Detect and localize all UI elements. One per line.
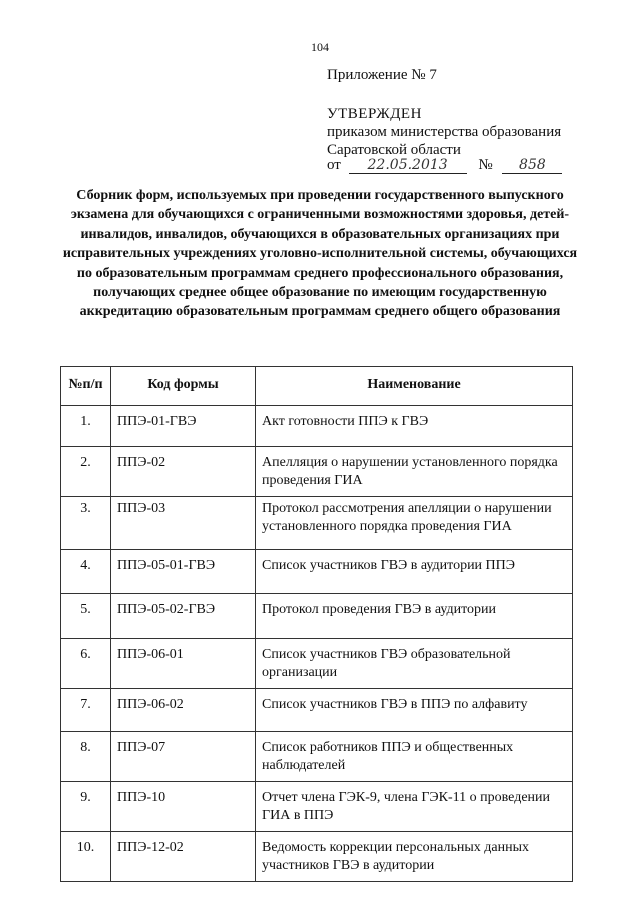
form-name: Отчет члена ГЭК-9, члена ГЭК-11 о проведении ГИА в ППЭ [256, 782, 573, 832]
form-code: ППЭ-12-02 [111, 832, 256, 882]
table-row [61, 782, 573, 832]
number-label: № [478, 157, 493, 173]
approved-heading: УТВЕРЖДЕН [327, 106, 422, 122]
document-title: Сборник форм, используемых при проведении государственного выпускного экзамена для обучающихся с ограниченными возможностями здоровья, детей-инвалидов, инвалидов, обучающихся в образовательных организациях при исправительных учреждениях уголовно-исполнительной системы, обучающихся по образовательным программам среднего профессионального образования, получающих среднее общее образование по имеющим государственную аккредитацию образовательным программам среднего общего образования [62, 188, 578, 320]
order-date-line [327, 157, 562, 174]
appendix-label: Приложение № 7 [327, 67, 437, 83]
column-header-code: Код формы [111, 367, 256, 406]
table-row [61, 497, 573, 550]
form-name: Апелляция о нарушении установленного порядка проведения ГИА [256, 447, 573, 497]
form-name: Список участников ГВЭ образовательной организации [256, 639, 573, 689]
table-row [61, 639, 573, 689]
form-code: ППЭ-07 [111, 732, 256, 782]
column-header-name: Наименование [256, 367, 573, 406]
form-code: ППЭ-03 [111, 497, 256, 550]
table-header-row [61, 367, 573, 406]
table-row [61, 594, 573, 639]
row-number: 10. [61, 832, 111, 882]
row-number: 3. [61, 497, 111, 550]
form-code: ППЭ-01-ГВЭ [111, 406, 256, 447]
row-number: 2. [61, 447, 111, 497]
form-name: Протокол рассмотрения апелляции о нарушении установленного порядка проведения ГИА [256, 497, 573, 550]
table-row [61, 550, 573, 594]
form-name: Список работников ППЭ и общественных наблюдателей [256, 732, 573, 782]
order-line-1: приказом министерства образования [327, 124, 562, 140]
row-number: 8. [61, 732, 111, 782]
row-number: 4. [61, 550, 111, 594]
form-name: Акт готовности ППЭ к ГВЭ [256, 406, 573, 447]
form-code: ППЭ-05-02-ГВЭ [111, 594, 256, 639]
row-number: 9. [61, 782, 111, 832]
row-number: 7. [61, 689, 111, 732]
row-number: 6. [61, 639, 111, 689]
order-date: 22.05.2013 [349, 157, 467, 174]
table-row [61, 732, 573, 782]
table-row [61, 406, 573, 447]
row-number: 1. [61, 406, 111, 447]
page-number: 104 [311, 40, 329, 54]
form-code: ППЭ-02 [111, 447, 256, 497]
form-code: ППЭ-05-01-ГВЭ [111, 550, 256, 594]
form-name: Список участников ГВЭ в аудитории ППЭ [256, 550, 573, 594]
form-code: ППЭ-06-01 [111, 639, 256, 689]
forms-table [60, 366, 573, 882]
row-number: 5. [61, 594, 111, 639]
column-header-number: №п/п [61, 367, 111, 406]
form-name: Ведомость коррекции персональных данных участников ГВЭ в аудитории [256, 832, 573, 882]
table-row [61, 689, 573, 732]
order-line-2: Саратовской области [327, 142, 461, 158]
form-code: ППЭ-10 [111, 782, 256, 832]
table-row [61, 832, 573, 882]
form-code: ППЭ-06-02 [111, 689, 256, 732]
table-row [61, 447, 573, 497]
approval-block [327, 105, 561, 159]
from-label: от [327, 157, 341, 173]
order-number: 858 [502, 157, 562, 174]
form-name: Список участников ГВЭ в ППЭ по алфавиту [256, 689, 573, 732]
form-name: Протокол проведения ГВЭ в аудитории [256, 594, 573, 639]
